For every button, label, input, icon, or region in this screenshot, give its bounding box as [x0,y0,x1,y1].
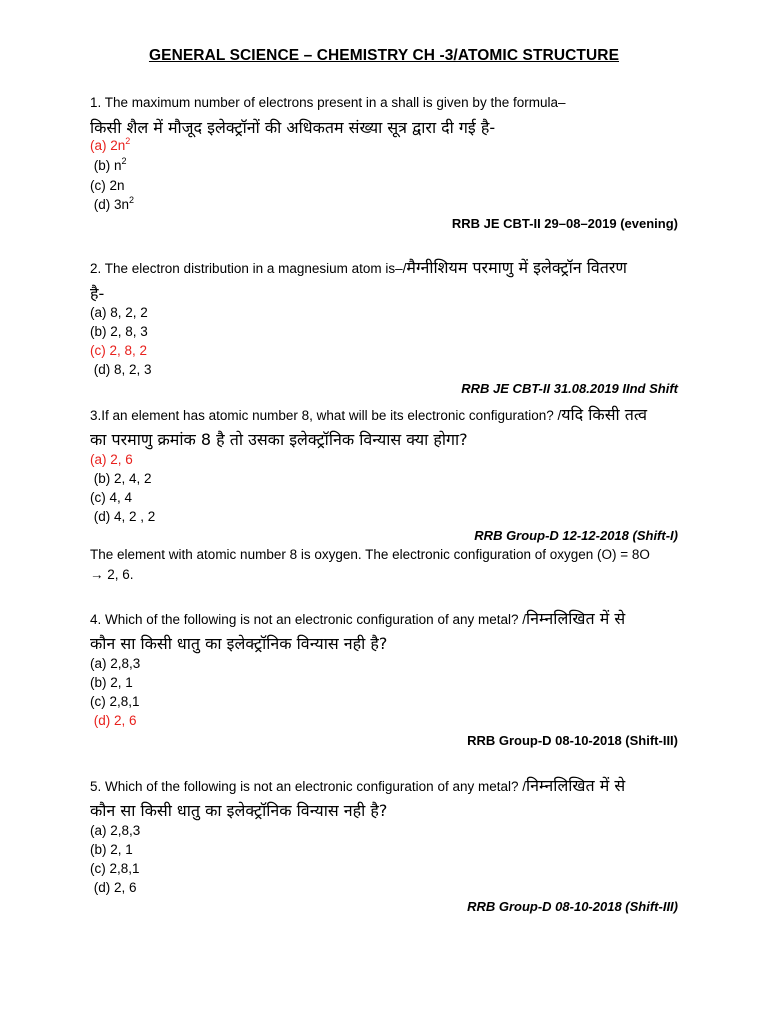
q5-question-line2: कौन सा किसी धातु का इलेक्ट्रॉनिक विन्यास नही है? [90,801,388,820]
q2-option-a: (a) 8, 2, 2 [90,305,148,320]
page-title: GENERAL SCIENCE – CHEMISTRY CH -3/ATOMIC STRUCTURE [148,47,620,64]
q4-source: RRB Group-D 08-10-2018 (Shift-III) [467,733,678,748]
q4-question-line2: कौन सा किसी धातु का इलेक्ट्रॉनिक विन्यास नही है? [90,634,388,653]
q1-option-d: (d) $3n^2$ [90,195,135,212]
q5-option-c: (c) 2,8,1 [90,861,140,876]
q5-option-a: (a) 2,8,3 [90,823,141,838]
q3-question-line1: 3.If an element has atomic number 8, what will be its electronic configuration? /यदि किसी तत्व [90,405,647,424]
q3-option-b: (b) 2, 4, 2 [90,471,152,486]
q4-option-b: (b) 2, 1 [90,675,133,690]
q1-option-b: (b) $n^2$ [90,156,127,173]
q5-option-b: (b) 2, 1 [90,842,133,857]
q5-option-d: (d) 2, 6 [90,880,137,895]
q4-question-line1: 4. Which of the following is not an electronic configuration of any metal? /निम्नलिखित में से [90,609,626,628]
q2-option-c: (c) 2, 8, 2 [90,343,148,358]
q3-explanation-line2: → 2, 6. [90,567,134,582]
q4-option-a: (a) 2,8,3 [90,656,141,671]
q3-question-line2: का परमाणु क्रमांक 8 है तो उसका इलेक्ट्रॉनिक विन्यास क्या होगा? [90,430,468,449]
q3-source: RRB Group-D 12-12-2018 (Shift-I) [474,528,678,543]
q1-source: RRB JE CBT-II 29–08–2019 (evening) [451,216,678,231]
q3-explanation-line1: The element with atomic number 8 is oxygen. The electronic configuration of oxygen (O) = 8O [90,547,650,562]
q1-option-c: (c) 2n [90,178,125,193]
q1-question-hi: किसी शैल में मौजूद इलेक्ट्रॉनों की अधिकतम संख्या सूत्र द्वारा दी गई है- [90,118,496,137]
q5-question-line1: 5. Which of the following is not an electronic configuration of any metal? /निम्नलिखित में से [90,776,626,795]
q4-option-c: (c) 2,8,1 [90,694,140,709]
q2-question-line2: है- [90,284,105,303]
q5-source: RRB Group-D 08-10-2018 (Shift-III) [467,899,678,914]
q2-question-line1: 2. The electron distribution in a magnesium atom is–/मैग्नीशियम परमाणु में इलेक्ट्रॉन वितरण [90,258,627,277]
q3-option-a: (a) 2, 6 [90,452,133,467]
q1-option-a: (a) $2n^2$ [90,136,131,153]
q2-option-b: (b) 2, 8, 3 [90,324,148,339]
q2-option-d: (d) 8, 2, 3 [90,362,152,377]
q3-option-c: (c) 4, 4 [90,490,133,505]
q2-source: RRB JE CBT-II 31.08.2019 IInd Shift [461,381,678,396]
q1-question-en: 1. The maximum number of electrons present in a shall is given by the formula– [90,95,566,110]
q3-option-d: (d) 4, 2 , 2 [90,509,156,524]
q4-option-d: (d) 2, 6 [90,713,137,728]
